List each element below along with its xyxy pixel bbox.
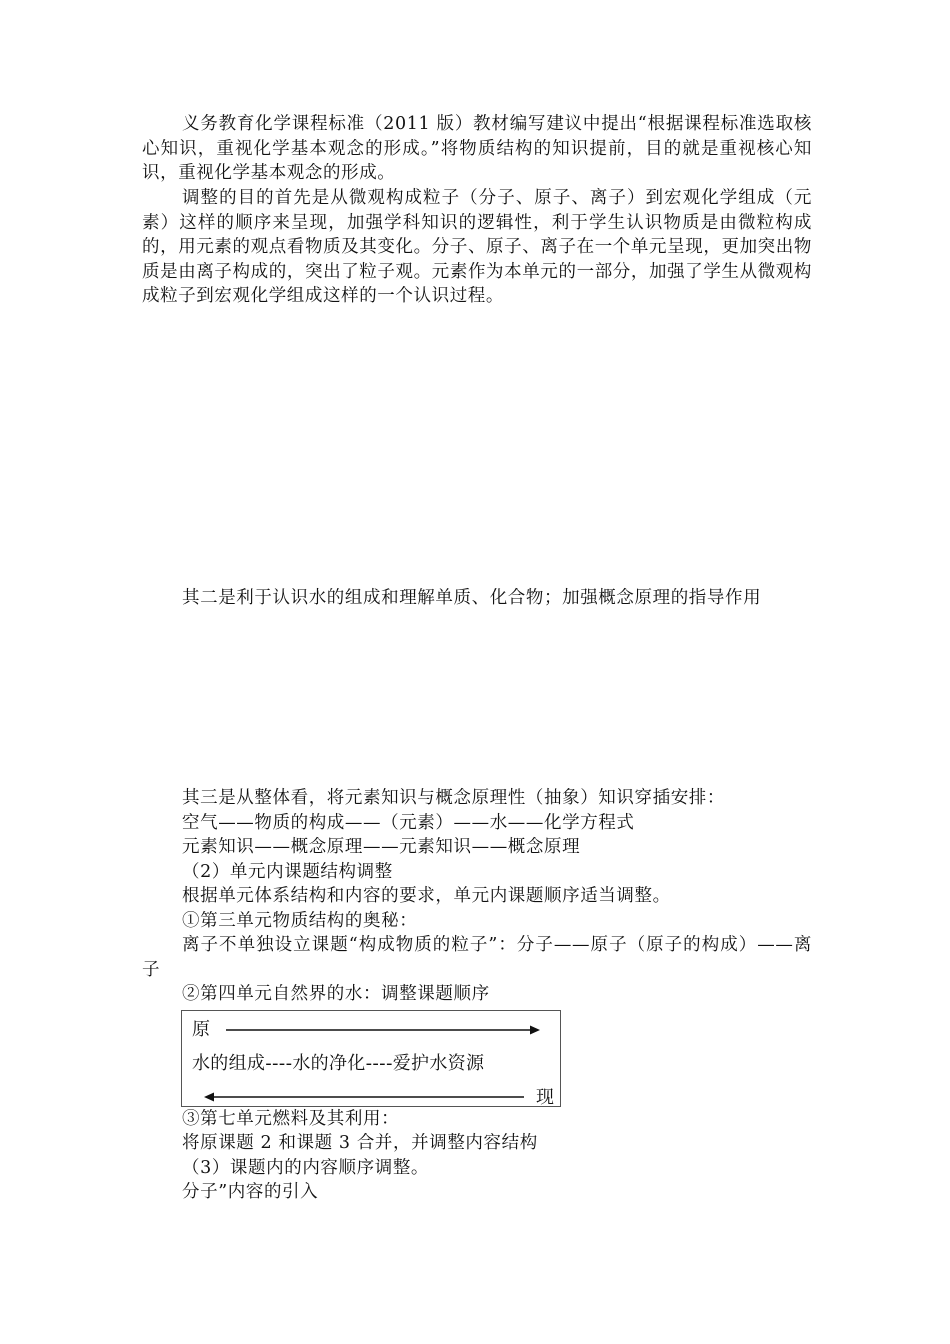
list-line: ②第四单元自然界的水：调整课题顺序 [182,984,490,1004]
list-line: 将原课题 2 和课题 3 合并，并调整内容结构 [182,1133,538,1153]
diagram-current-label: 现 [536,1087,554,1108]
paragraph-text: 义务教育化学课程标准（2011 版）教材编写建议中提出“根据课程标准选取核心知识，重视化学基本观念的形成。”将物质结构的知识提前，目的就是重视核心知识，重视化学基本观念的形成。 [142,114,812,183]
list-line: （2）单元内课题结构调整 [182,861,393,882]
list-line: ③第七单元燃料及其利用： [182,1108,400,1129]
list-line: 其三是从整体看，将元素知识与概念原理性（抽象）知识穿插安排： [182,788,725,808]
list-line: 根据单元体系结构和内容的要求，单元内课题顺序适当调整。 [182,886,671,906]
list-line: （3）课题内的内容顺序调整。 [182,1157,430,1178]
paragraph-second-reason [142,586,812,611]
paragraph-adjustment-purpose [142,186,812,309]
list-line: 离子不单独设立课题“构成物质的粒子”：分子——原子（原子的构成）——离子 [142,935,812,980]
unit-adjustment-list [142,786,812,1205]
paragraph-text: 其二是利于认识水的组成和理解单质、化合物；加强概念原理的指导作用 [182,588,762,608]
left-arrow-head [204,1093,214,1102]
list-line: 分子”内容的引入 [182,1182,319,1202]
paragraph-curriculum-standard [142,112,812,186]
paragraph-text: 调整的目的首先是从微观构成粒子（分子、原子、离子）到宏观化学组成（元素）这样的顺序来呈现，加强学科知识的逻辑性，利于学生认识物质是由微粒构成的，用元素的观点看物质及其变化。分子、原子、离子在一个单元呈现，更加突出物质是由离子构成的，突出了粒子观。元素作为本单元的一部分，加强了学生从微观构成粒子到宏观化学组成这样的一个认识过程。 [142,188,812,306]
lesson-order-diagram [181,1010,561,1107]
diagram-lesson-sequence: 水的组成----水的净化----爱护水资源 [192,1053,485,1074]
diagram-original-label: 原 [192,1019,210,1040]
list-line: 空气——物质的构成——（元素）——水——化学方程式 [182,812,635,833]
right-arrow-head [530,1026,540,1035]
list-line: ①第三单元物质结构的奥秘： [182,910,418,931]
list-line: 元素知识——概念原理——元素知识——概念原理 [182,837,581,857]
